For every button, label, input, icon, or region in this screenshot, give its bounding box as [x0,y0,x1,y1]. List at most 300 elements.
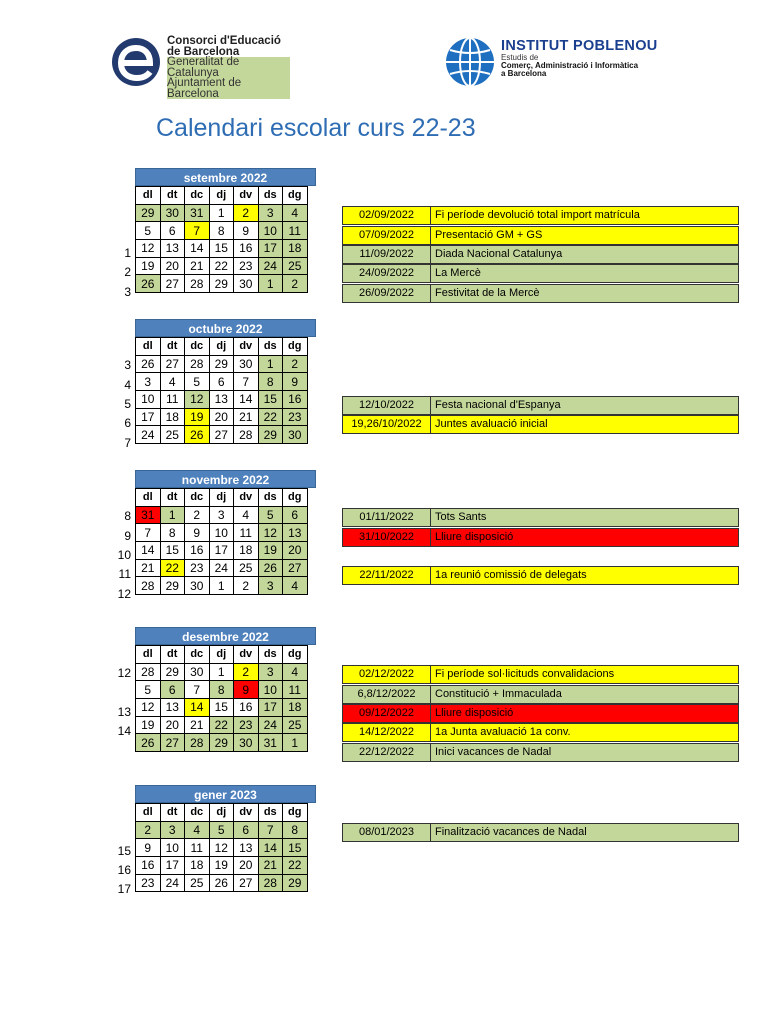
event-description: Festa nacional d'Espanya [435,398,561,411]
day-cell: 6 [160,222,185,240]
consorci-line3: Generalitat de Catalunya [167,57,290,78]
day-cell: 9 [234,222,259,240]
consorci-e-icon [110,36,162,88]
day-cell: 6 [160,681,185,699]
day-cell: 5 [258,506,283,524]
week-row [136,821,308,839]
day-cell: 25 [234,559,259,577]
week-row [136,577,308,595]
week-row [136,204,308,222]
event-date: 6,8/12/2022 [343,686,431,703]
month-block [124,319,316,450]
day-cell: 26 [185,426,210,444]
event-row [342,508,739,527]
week-row [136,524,308,542]
weekday-header: dj [209,804,234,822]
event-date: 26/09/2022 [343,285,431,302]
day-cell: 1 [258,355,283,373]
month-grid [135,186,308,293]
day-cell: 11 [185,839,210,857]
day-cell: 3 [160,821,185,839]
week-row [136,355,308,373]
day-cell: 31 [136,506,161,524]
day-cell: 8 [160,524,185,542]
day-cell: 26 [136,275,161,293]
week-row [136,391,308,409]
weekday-header: ds [258,187,283,205]
event-date: 31/10/2022 [343,529,431,546]
day-cell: 12 [185,391,210,409]
day-cell: 17 [258,699,283,717]
event-description: Fi període devolució total import matrícula [435,209,640,222]
day-cell: 24 [258,257,283,275]
day-cell: 6 [283,506,308,524]
day-cell: 20 [283,542,308,560]
weekday-header: dt [160,338,185,356]
day-cell: 5 [209,821,234,839]
consorci-line4: Ajuntament de Barcelona [167,78,290,99]
day-cell: 30 [283,426,308,444]
day-cell: 26 [136,355,161,373]
day-cell: 27 [234,874,259,892]
event-description: Lliure disposició [435,530,514,543]
day-cell: 30 [185,577,210,595]
day-cell: 29 [258,426,283,444]
day-cell: 12 [209,839,234,857]
day-cell: 20 [234,857,259,875]
day-cell: 30 [185,663,210,681]
day-cell: 10 [258,222,283,240]
day-cell: 8 [209,681,234,699]
event-date: 14/12/2022 [343,724,431,741]
week-number: 4 [124,377,131,392]
weekday-header: ds [258,646,283,664]
day-cell: 10 [258,681,283,699]
day-cell: 21 [234,408,259,426]
day-cell: 25 [160,426,185,444]
weekday-header: dv [234,804,259,822]
week-number: 7 [124,435,131,450]
day-cell: 10 [209,524,234,542]
day-cell: 11 [283,222,308,240]
day-cell: 14 [234,391,259,409]
institut-line2: Estudis de [501,53,539,62]
day-cell: 13 [234,839,259,857]
event-row [342,284,739,303]
month-header: desembre 2022 [135,627,316,645]
week-number: 17 [117,882,131,897]
day-cell: 6 [209,373,234,391]
day-cell: 18 [160,408,185,426]
week-row [136,663,308,681]
week-row [136,559,308,577]
day-cell: 19 [185,408,210,426]
month-header: setembre 2022 [135,168,316,186]
weekday-header: dt [160,187,185,205]
event-description: Presentació GM + GS [435,228,543,241]
event-description: Constitució + Immaculada [435,687,562,700]
day-cell: 29 [283,874,308,892]
day-cell: 26 [209,874,234,892]
day-cell: 13 [209,391,234,409]
day-cell: 26 [136,734,161,752]
month-grid [135,645,308,752]
day-cell: 21 [185,716,210,734]
event-description: Diada Nacional Catalunya [435,247,563,260]
week-row [136,373,308,391]
event-description: La Mercè [435,267,481,280]
weekday-header: dj [209,646,234,664]
event-date: 12/10/2022 [343,397,431,414]
day-cell: 13 [160,699,185,717]
day-cell: 7 [185,222,210,240]
day-cell: 23 [234,257,259,275]
event-description: Finalització vacances de Nadal [435,826,587,839]
week-number: 10 [117,547,131,562]
day-cell: 1 [258,275,283,293]
day-cell: 25 [185,874,210,892]
event-date: 02/12/2022 [343,666,431,683]
weekday-header: dc [185,804,210,822]
month-grid [135,337,308,444]
day-cell: 14 [185,699,210,717]
day-cell: 15 [209,699,234,717]
weekday-header: dl [136,187,161,205]
week-row [136,699,308,717]
event-description: 1a reunió comissió de delegats [435,569,587,582]
weekday-header: dc [185,489,210,507]
week-row [136,408,308,426]
day-cell: 31 [185,204,210,222]
day-cell: 5 [136,222,161,240]
day-cell: 29 [209,355,234,373]
day-cell: 4 [283,577,308,595]
day-cell: 4 [185,821,210,839]
event-description: Lliure disposició [435,706,514,719]
week-number: 2 [124,265,131,280]
day-cell: 17 [160,857,185,875]
weekday-header: dl [136,804,161,822]
week-number: 16 [117,862,131,877]
week-number: 15 [117,843,131,858]
day-cell: 23 [185,559,210,577]
day-cell: 20 [160,716,185,734]
event-date: 22/12/2022 [343,744,431,761]
day-cell: 12 [136,699,161,717]
day-cell: 5 [136,681,161,699]
week-number: 3 [124,284,131,299]
week-number: 5 [124,396,131,411]
weekday-header: dt [160,804,185,822]
event-description: Tots Sants [435,511,487,524]
event-row [342,396,739,415]
day-cell: 28 [185,355,210,373]
page-title: Calendari escolar curs 22-23 [156,114,476,142]
week-number: 6 [124,416,131,431]
event-row [342,206,739,225]
day-cell: 27 [160,355,185,373]
event-row [342,823,739,842]
month-grid [135,803,308,892]
day-cell: 28 [234,426,259,444]
day-cell: 17 [209,542,234,560]
day-cell: 22 [160,559,185,577]
day-cell: 13 [160,240,185,258]
weekday-header: ds [258,804,283,822]
month-block [117,470,316,601]
day-cell: 12 [136,240,161,258]
weekday-header: dl [136,338,161,356]
weekday-header: dj [209,187,234,205]
weekday-header: dg [283,489,308,507]
day-cell: 1 [283,734,308,752]
weekday-header: dc [185,338,210,356]
institut-logo [444,36,674,88]
month-grid [135,488,308,595]
weekday-header: ds [258,338,283,356]
week-number: 11 [118,567,131,582]
day-cell: 11 [160,391,185,409]
day-cell: 23 [136,874,161,892]
day-cell: 2 [234,577,259,595]
week-row [136,426,308,444]
day-cell: 15 [283,839,308,857]
event-row [342,245,739,264]
weekday-header: dv [234,187,259,205]
day-cell: 18 [234,542,259,560]
event-date: 08/01/2023 [343,824,431,841]
day-cell: 19 [258,542,283,560]
day-cell: 18 [283,699,308,717]
day-cell: 2 [136,821,161,839]
day-cell: 22 [209,716,234,734]
day-cell: 19 [136,716,161,734]
day-cell: 6 [234,821,259,839]
day-cell: 2 [283,275,308,293]
day-cell: 27 [160,275,185,293]
month-header: octubre 2022 [135,319,316,337]
weekday-header: dl [136,489,161,507]
weekday-header: dg [283,338,308,356]
day-cell: 8 [209,222,234,240]
event-date: 02/09/2022 [343,207,431,224]
day-cell: 15 [258,391,283,409]
week-row [136,275,308,293]
day-cell: 3 [136,373,161,391]
month-header: novembre 2022 [135,470,316,488]
day-cell: 29 [209,734,234,752]
event-row [342,415,739,434]
week-row [136,542,308,560]
week-row [136,681,308,699]
weekday-header: dc [185,187,210,205]
week-number: 9 [124,528,131,543]
weekday-header: dl [136,646,161,664]
event-row [342,704,739,723]
weekday-header: dg [283,187,308,205]
day-cell: 27 [283,559,308,577]
event-row [342,665,739,684]
event-description: Inici vacances de Nadal [435,745,552,758]
week-row [136,857,308,875]
day-cell: 13 [283,524,308,542]
day-cell: 21 [185,257,210,275]
day-cell: 10 [136,391,161,409]
event-row [342,226,739,245]
day-cell: 29 [160,663,185,681]
day-cell: 29 [136,204,161,222]
globe-icon [444,36,496,88]
day-cell: 20 [209,408,234,426]
day-cell: 7 [136,524,161,542]
week-row [136,240,308,258]
day-cell: 29 [209,275,234,293]
day-cell: 11 [283,681,308,699]
day-cell: 27 [209,426,234,444]
day-cell: 16 [136,857,161,875]
day-cell: 21 [258,857,283,875]
week-row [136,839,308,857]
day-cell: 9 [185,524,210,542]
week-number: 12 [117,666,131,681]
day-cell: 9 [283,373,308,391]
day-cell: 28 [185,275,210,293]
day-cell: 28 [185,734,210,752]
weekday-header: dj [209,338,234,356]
day-cell: 23 [283,408,308,426]
day-cell: 3 [258,577,283,595]
day-cell: 22 [283,857,308,875]
weekday-header: dv [234,338,259,356]
event-row [342,264,739,283]
day-cell: 7 [258,821,283,839]
event-date: 19,26/10/2022 [343,416,431,433]
day-cell: 4 [283,663,308,681]
day-cell: 1 [209,577,234,595]
day-cell: 3 [258,663,283,681]
day-cell: 24 [258,716,283,734]
event-date: 01/11/2022 [343,509,431,526]
day-cell: 14 [258,839,283,857]
day-cell: 4 [160,373,185,391]
day-cell: 16 [234,699,259,717]
day-cell: 15 [160,542,185,560]
week-number: 12 [117,586,131,601]
weekday-header: dg [283,804,308,822]
day-cell: 7 [234,373,259,391]
day-cell: 8 [283,821,308,839]
institut-line3: Comerç, Administració i Informàtica [501,61,639,70]
day-cell: 3 [209,506,234,524]
day-cell: 1 [209,204,234,222]
day-cell: 4 [234,506,259,524]
day-cell: 19 [209,857,234,875]
event-row [342,723,739,742]
day-cell: 14 [185,240,210,258]
event-date: 07/09/2022 [343,227,431,244]
day-cell: 3 [258,204,283,222]
week-row [136,716,308,734]
day-cell: 29 [160,577,185,595]
day-cell: 16 [185,542,210,560]
day-cell: 22 [209,257,234,275]
weekday-header: dv [234,646,259,664]
day-cell: 18 [185,857,210,875]
month-block [117,627,316,750]
day-cell: 11 [234,524,259,542]
event-description: Festivitat de la Mercè [435,286,540,299]
week-row [136,506,308,524]
weekday-header: dt [160,646,185,664]
day-cell: 1 [160,506,185,524]
event-row [342,685,739,704]
day-cell: 2 [185,506,210,524]
week-number: 3 [124,358,131,373]
week-row [136,874,308,892]
day-cell: 19 [136,257,161,275]
day-cell: 15 [209,240,234,258]
day-cell: 17 [136,408,161,426]
day-cell: 16 [234,240,259,258]
day-cell: 31 [258,734,283,752]
day-cell: 2 [234,663,259,681]
institut-line4: a Barcelona [501,69,547,78]
day-cell: 2 [234,204,259,222]
day-cell: 1 [209,663,234,681]
weekday-header: ds [258,489,283,507]
day-cell: 30 [234,734,259,752]
week-number: 13 [117,704,131,719]
consorci-line2: de Barcelona [167,45,240,58]
month-header: gener 2023 [135,785,316,803]
event-row [342,566,739,585]
week-row [136,734,308,752]
day-cell: 12 [258,524,283,542]
day-cell: 16 [283,391,308,409]
day-cell: 27 [160,734,185,752]
day-cell: 18 [283,240,308,258]
consorci-logo [110,35,290,100]
day-cell: 21 [136,559,161,577]
month-block [124,168,316,299]
day-cell: 24 [136,426,161,444]
week-row [136,222,308,240]
day-cell: 14 [136,542,161,560]
week-number: 14 [117,724,131,739]
day-cell: 26 [258,559,283,577]
day-cell: 30 [160,204,185,222]
event-date: 24/09/2022 [343,265,431,282]
day-cell: 25 [283,257,308,275]
institut-name: INSTITUT POBLENOU [501,38,658,54]
day-cell: 24 [160,874,185,892]
weekday-header: dg [283,646,308,664]
event-description: Juntes avaluació inicial [435,418,548,431]
day-cell: 24 [209,559,234,577]
event-date: 09/12/2022 [343,705,431,722]
event-description: 1a Junta avaluació 1a conv. [435,726,571,739]
weekday-header: dj [209,489,234,507]
day-cell: 10 [160,839,185,857]
day-cell: 5 [185,373,210,391]
weekday-header: dc [185,646,210,664]
day-cell: 23 [234,716,259,734]
day-cell: 7 [185,681,210,699]
day-cell: 2 [283,355,308,373]
month-block [117,785,316,897]
event-description: Fi període sol·licituds convalidacions [435,668,615,681]
event-row [342,743,739,762]
